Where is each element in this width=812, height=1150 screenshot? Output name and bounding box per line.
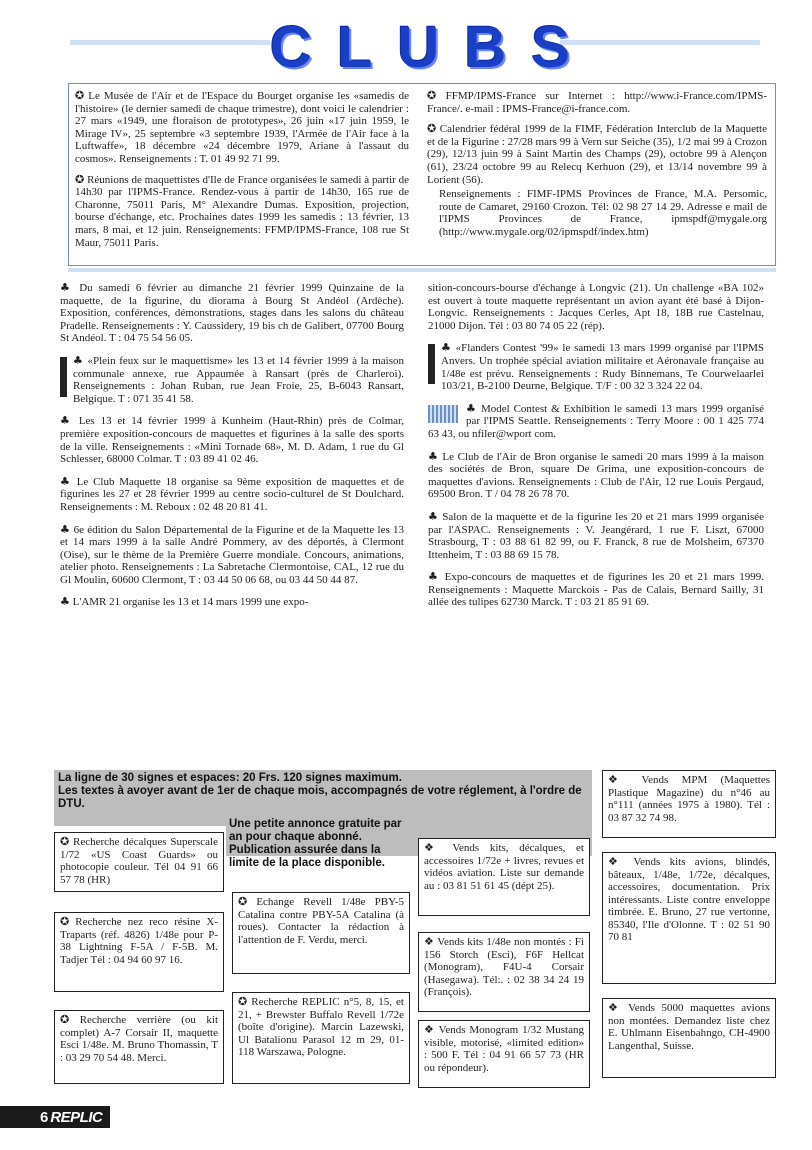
star-bullet-icon: ✪ xyxy=(60,915,70,928)
star-bullet-icon: ✪ xyxy=(60,1013,70,1026)
diamond-bullet-icon: ❖ xyxy=(608,1001,622,1014)
club-bullet-icon: ♣ xyxy=(441,341,452,355)
classified-ad: ❖ Vends kits avions, blindés, bâteaux, 1/48e, 1/72e, décalques, accessoires, documentation. Prix intéressants. Liste contre enveloppe timbrée. E. Bruno, 27 rue vertonne, 85340, l'Ile d'Olonne. T : 02 51 90 70 81 xyxy=(602,852,776,984)
star-bullet-icon: ✪ xyxy=(60,835,70,848)
star-bullet-icon: ✪ xyxy=(427,122,437,136)
title-letter: L xyxy=(336,15,373,80)
diamond-bullet-icon: ❖ xyxy=(608,773,629,786)
star-bullet-icon: ✪ xyxy=(427,89,437,102)
event-item: ♣ Expo-concours de maquettes et de figurines les 20 et 21 mars 1999. Renseignements : Maquette Marckois - Pas de Calais, Bernard Sailly, 31 allée des tulipes 62730 Marck. T : 03 21 85 91 69. xyxy=(428,570,764,609)
diamond-bullet-icon: ❖ xyxy=(608,855,625,868)
club-bullet-icon: ♣ xyxy=(60,522,71,536)
reunions-notice: ✪ Réunions de maquettistes d'Ile de France organisées le samedi à partir de 14h30 par l'IPMS-France. Rendez-vous à partir de 14h30, 165 rue de Charonne, 75011 Paris, M° Alexandre Dumas. Exposition, projection, bourse d'échange, etc. Prochaines dates 1999 les samedis : 13 février, 13 mars, 8 mai, et 12 juin. Renseignements: FFMP/IPMS-France, 108 rue St Maur, 75011 Paris. xyxy=(75,172,410,249)
classified-ad: ✪ Recherche nez reco résine X-Traparts (réf. 4826) 1/48e pour P-38 Lightning F-5A / F-5B. M. Tadjer Tél : 04 94 60 97 16. xyxy=(54,912,224,992)
event-item: ♣ «Flanders Contest '99» le samedi 13 mars 1999 organisé par l'IPMS Anvers. Un trophée spécial aviation militaire et Aéronavale française au 1/48e est prévu. Renseignements : Rudy Binnemans, Te Courwelaarlei 103/21, B-2100 Deurne, Belgique. T/F : 00 32 3 324 22 04. xyxy=(428,342,764,392)
divider-stripe xyxy=(68,268,776,272)
classified-ad: ✪ Recherche REPLIC n°5, 8, 15, et 21, + Brewster Buffalo Revell 1/72e (boîte d'origine). Marcin Lazewski, Ul Batalionu Parasol 12 m 29, 01-118 Warszawa, Pologne. xyxy=(232,992,410,1084)
header-stripe-left xyxy=(70,40,270,45)
event-item: ♣ Du samedi 6 février au dimanche 21 février 1999 Quinzaine de la maquette, de la figurine, du diorama à Bourg St Andéol (Ardèche). Exposition, conférences, démonstrations, stages dans les salons du château Pradelle. Renseignements : Y. Caussidery, 19 bis ch de Galibert, 07700 Bourg St Andéol. T : 04 75 54 56 05. xyxy=(60,281,405,345)
event-item: ♣ Les 13 et 14 février 1999 à Kunheim (Haut-Rhin) près de Colmar, première exposition-concours de maquettes et figurines à la salle des sports de la ville. Renseignements : «Mini Tornade 68», M. D. Adam, 1 rue du Gl Schlesser, 68000 Colmar. T : 03 89 41 02 46. xyxy=(60,414,404,466)
events-right-column xyxy=(428,282,764,609)
usa-flag-icon xyxy=(428,405,458,423)
calendar-notice: ✪ Calendrier fédéral 1999 de la FIMF, Fédération Interclub de la Maquette et de la Figurine : 27/28 mars 99 à Vern sur Seiche (35), 1/2 mai 99 à Crozon (29), 12/13 juin 99 à Saint Martin des Champs (29), octobre 99 à Alençon (61), 23/24 octobre 99 au Relecq Kerhuon (29), et 13/14 novembre 99 à Lorient (56). xyxy=(427,122,767,186)
top-right-column xyxy=(427,90,767,239)
club-bullet-icon: ♣ xyxy=(428,509,439,523)
internet-notice: ✪ FFMP/IPMS-France sur Internet : http://www.i-France.com/IPMS-France/. e-mail : IPMS-France@i-france.com. xyxy=(427,89,768,115)
header-stripe-right xyxy=(560,40,760,45)
title-letter: S xyxy=(531,15,570,80)
renseignements-notice: Renseignements : FIMF-IPMS Provinces de France, M.A. Persomic, route de Camaret, 29160 Crozon. Tél: 02 98 27 14 29. Adresse e mail de l'IPMS Provinces de France, ipmspdf@mygale.org (http://www.mygale.org/02/ipmspdf/index.htm) xyxy=(439,188,767,238)
event-item: ♣ «Plein feux sur le maquettisme» les 13 et 14 février 1999 à la maison communale annexe, rue Appaumée à Ransart (près de Charleroi). Renseignements : Johan Ruban, rue Jean Froie, 25, B-6043 Ransart, Belgique. T : 071 35 41 58. xyxy=(60,355,404,405)
event-item: ♣ 6e édition du Salon Départemental de la Figurine et de la Maquette les 13 et 14 mars 1999 à la salle André Pommery, av des déportés, à Clermont (Oise), sur le thème de la Première Guerre mondiale. Concours, animations, atelier photo. Renseignements : La Sabretache Clermontoise, CAL, 12 rue du Gl Moulin, 60600 Clermont, T : 03 44 50 06 68, ou 03 44 50 44 87. xyxy=(60,522,404,586)
title-letter: U xyxy=(397,15,440,80)
belgium-flag-icon xyxy=(60,357,67,397)
star-bullet-icon: ✪ xyxy=(238,995,248,1008)
events-left-column xyxy=(60,282,404,609)
club-bullet-icon: ♣ xyxy=(60,414,73,428)
header xyxy=(0,0,812,80)
club-bullet-icon: ♣ xyxy=(466,401,478,415)
classified-ad: ✪ Recherche décalques Superscale 1/72 «US Coast Guards» ou photocopie couleur. Tél 04 91 66 57 78 (HR) xyxy=(54,832,224,892)
club-bullet-icon: ♣ xyxy=(73,353,84,367)
event-item: ♣ Le Club Maquette 18 organise sa 9ème exposition de maquettes et de figurines les 27 et 28 février 1999 au centre socio-culturel de St Doulchard. Renseignements : M. Reboux : 02 48 20 81 41. xyxy=(60,474,404,513)
star-bullet-icon: ✪ xyxy=(75,172,85,186)
classifieds-rate xyxy=(58,772,588,811)
classified-ad: ❖ Vends kits 1/48e non montés : Fi 156 Storch (Esci), F6F Hellcat (Monogram), F4U-4 Corsair (Hasegawa). Tél:. : 02 38 34 24 19 (François). xyxy=(418,932,590,1012)
classifieds-free-ad: Une petite annonce gratuite par an pour chaque abonné. Publication assurée dans la limite de la place disponible. xyxy=(229,818,402,869)
page-title xyxy=(270,14,570,80)
event-item: ♣ Salon de la maquette et de la figurine les 20 et 21 mars 1999 organisée par l'ASPAC. Renseignements : V. Jeangérard, 1 rue F. Liszt, 67000 Strasbourg, T : 03 88 61 82 99, ou F. Franck, 8 rue de Molsheim, 67370 Ittenheim, T : 03 88 69 15 78. xyxy=(428,509,764,561)
star-bullet-icon: ✪ xyxy=(75,89,85,102)
classified-ad: ✪ Echange Revell 1/48e PBY-5 Catalina contre PBY-5A Catalina (à roues). Contacter la rédaction à l'attention de F. Verdu, merci. xyxy=(232,892,410,974)
diamond-bullet-icon: ❖ xyxy=(424,841,442,854)
club-bullet-icon: ♣ xyxy=(428,449,439,463)
club-bullet-icon: ♣ xyxy=(60,474,72,488)
club-bullet-icon: ♣ xyxy=(60,595,70,609)
replic-logo: REPLIC xyxy=(50,1108,103,1126)
star-bullet-icon: ✪ xyxy=(238,895,248,908)
event-item: ♣ Model Contest & Exhibition le samedi 13 mars 1999 organisé par l'IPMS Seattle. Renseignements : Terry Moore : 00 1 425 774 63 43, ou nfiler@wport com. xyxy=(428,401,764,440)
title-letter: C xyxy=(270,15,312,80)
club-bullet-icon: ♣ xyxy=(60,281,74,294)
classified-ad: ✪ Recherche verrière (ou kit complet) A-7 Corsair II, maquette Esci 1/48e. M. Bruno Thomassin, T : 03 29 70 54 48. Merci. xyxy=(54,1010,224,1084)
classified-ad: ❖ Vends 5000 maquettes avions non montées. Demandez liste chez E. Uhlmann Eisenbahngo, CH-4900 Langenthal, Suisse. xyxy=(602,998,776,1078)
classified-ad: ❖ Vends kits, décalques, et accessoires 1/72e + livres, revues et vidéos aviation. Liste sur demande au : 03 81 51 61 45 (dépt 25). xyxy=(418,838,590,916)
classified-ad: ❖ Vends Monogram 1/32 Mustang visible, motorisé, «limited edition» : 500 F. Tél : 04 91 66 57 73 (HR ou répondeur). xyxy=(418,1020,590,1088)
musee-notice: ✪ Le Musée de l'Air et de l'Espace du Bourget organise les «samedis de l'histoire» (le dernier samedi de chaque trimestre), dont voici le calendrier : 27 mars «1949, une floraison de prototypes», 26 juin «17 juin 1959, le Mirage IV», 25 septembre «3 septembre 1939, l'Armée de l'Air face à la Luftwaffe», 18 décembre «24 décembre 1979, Ariane à l'assaut du cosmos». Renseignements : T. 01 49 92 71 99. xyxy=(75,89,409,165)
belgium-flag-icon xyxy=(428,344,435,384)
classified-ad: ❖ Vends MPM (Maquettes Plastique Magazine) du n°46 au n°111 (années 1975 à 1980). Tél : 03 87 32 74 98. xyxy=(602,770,776,838)
classifieds-rate-line1: La ligne de 30 signes et espaces: 20 Frs. 120 signes maximum. xyxy=(58,772,402,784)
event-item: ♣ L'AMR 21 organise les 13 et 14 mars 1999 une expo- xyxy=(60,595,309,609)
diamond-bullet-icon: ❖ xyxy=(424,935,435,948)
top-left-column xyxy=(75,90,409,249)
top-notice-box xyxy=(68,83,776,266)
page-footer xyxy=(0,1106,110,1128)
event-item: ♣ Le Club de l'Air de Bron organise le samedi 20 mars 1999 à la maison des sociétés de Bron, square De Grima, une exposition-concours de maquettes d'avions. Renseignements : Club de l'Air, 12 rue Louis Pergaud, 69500 Bron. T / 04 78 26 78 70. xyxy=(428,449,765,501)
classifieds-rate-line2: Les textes à avoyer avant de 1er de chaque mois, accompagnés de votre réglement, à l'ordre de DTU. xyxy=(58,785,582,810)
title-letter: B xyxy=(464,15,507,80)
club-bullet-icon: ♣ xyxy=(428,570,440,584)
event-item: sition-concours-bourse d'échange à Longvic (21). Un challenge «BA 102» est ouvert à toute maquette représentant un avion ayant été basé à Dijon-Longvic. Renseignements : Jacques Cerles, Apt 18, 18B rue Castelnau, 21000 Dijon. Tél : 03 80 74 05 22 (rép). xyxy=(428,282,764,332)
diamond-bullet-icon: ❖ xyxy=(424,1023,435,1036)
page-number: 6 xyxy=(40,1108,49,1126)
